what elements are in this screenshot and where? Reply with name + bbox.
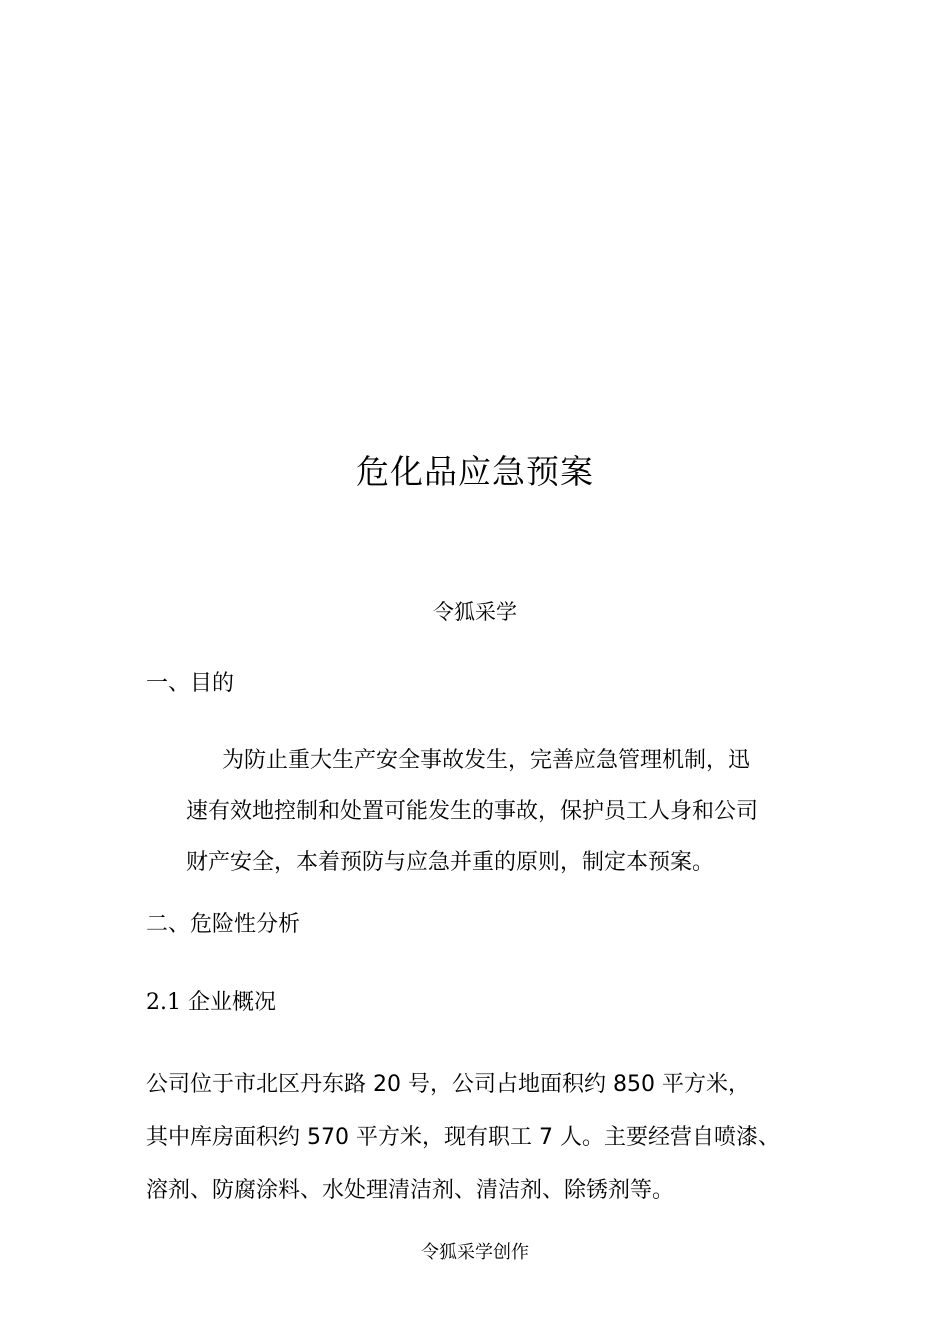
section-heading-purpose: 一、目的	[146, 671, 235, 696]
company-overview-paragraph	[146, 1058, 826, 1217]
paragraph-line: 为防止重大生产安全事故发生，完善应急管理机制，迅	[222, 748, 751, 773]
paragraph-line: 速有效地控制和处置可能发生的事故，保护员工人身和公司	[186, 799, 759, 824]
document-title: 危化品应急预案	[356, 452, 594, 491]
paragraph-line: 公司位于市北区丹东路 20 号，公司占地面积约 850 平方米，	[146, 1072, 750, 1097]
purpose-paragraph	[186, 735, 826, 888]
paragraph-line: 溶剂、防腐涂料、水处理清洁剂、清洁剂、除锈剂等。	[146, 1178, 675, 1203]
subsection-heading-company-overview: 2.1 企业概况	[146, 990, 276, 1015]
paragraph-line: 其中库房面积约 570 平方米，现有职工 7 人。主要经营自喷漆、	[146, 1125, 780, 1150]
paragraph-line: 财产安全，本着预防与应急并重的原则，制定本预案。	[186, 850, 715, 875]
document-author: 令狐采学	[433, 600, 517, 624]
section-heading-hazard-analysis: 二、危险性分析	[146, 912, 301, 937]
page-footer: 令狐采学创作	[421, 1242, 529, 1263]
